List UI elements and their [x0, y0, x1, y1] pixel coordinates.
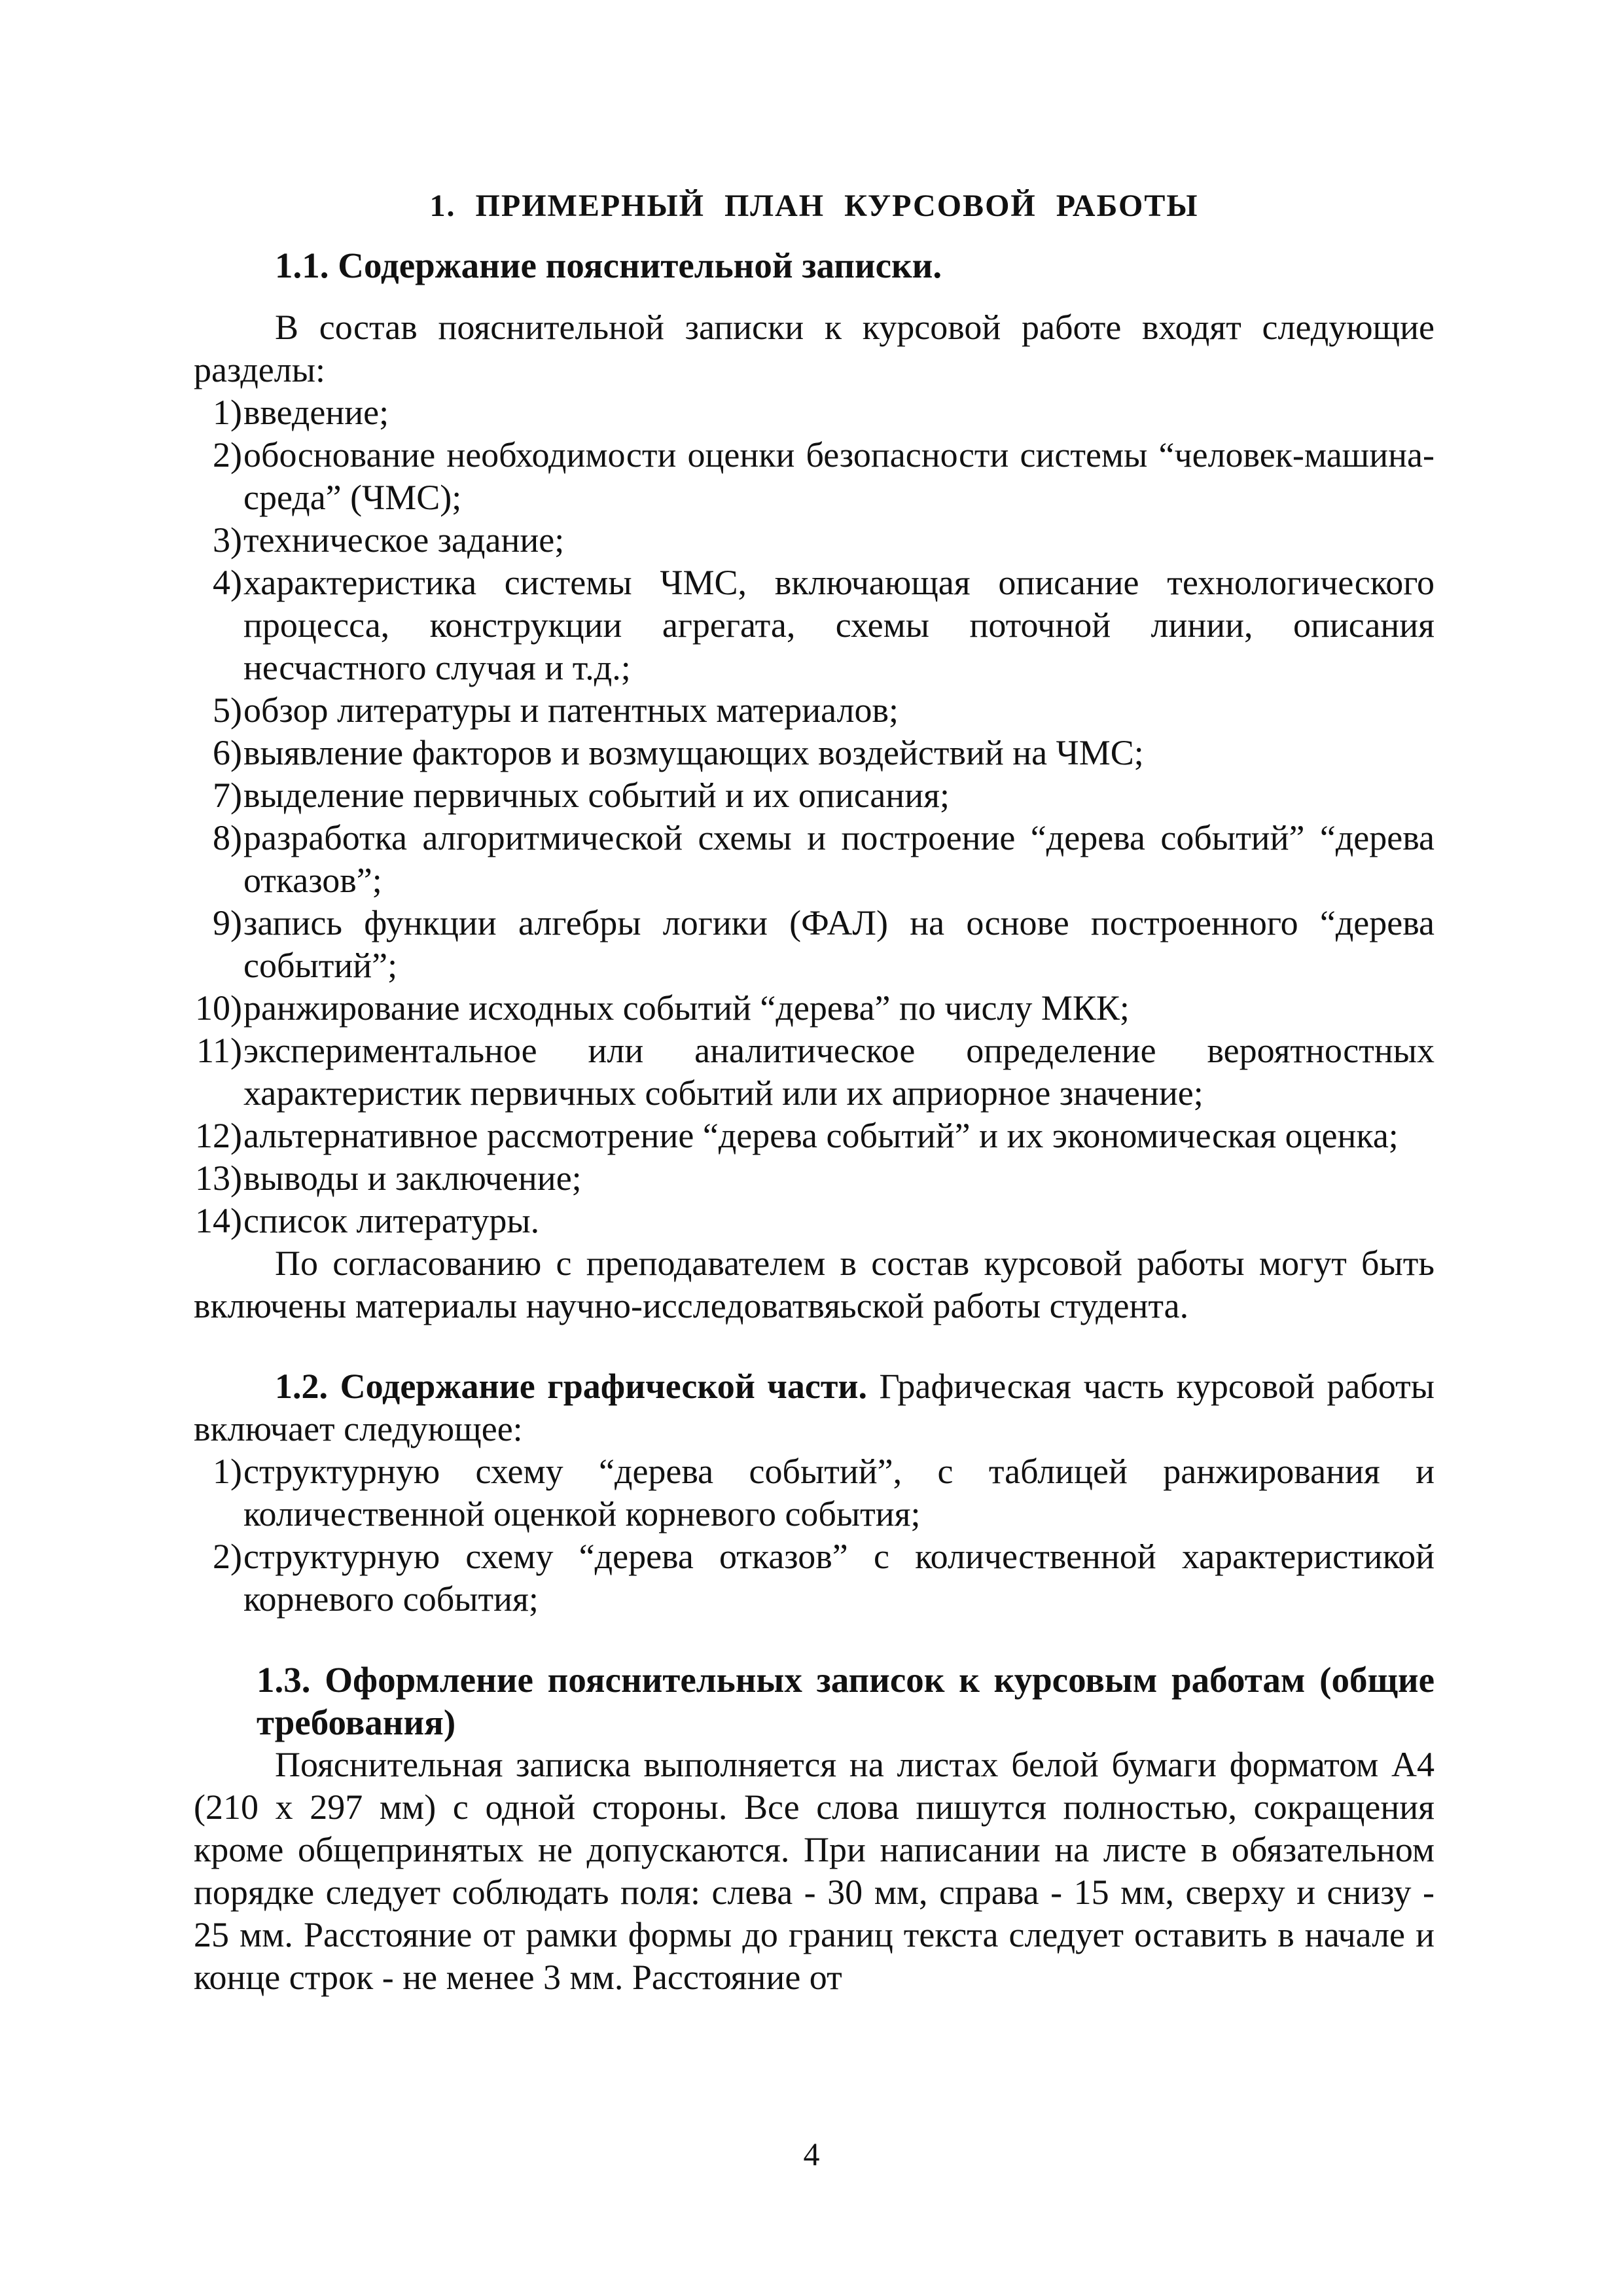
list-item: [194, 774, 1435, 817]
list-item-text: характеристика системы ЧМС, включающая описание технологического процесса, конструкции агрегата, схемы поточной линии, описания несчастного случая и т.д.;: [243, 563, 1435, 687]
list-item-text: выделение первичных событий и их описания;: [243, 776, 950, 815]
list-item: [194, 732, 1435, 774]
list-item-text: экспериментальное или аналитическое определение вероятностных характеристик первичных событий или их априорное значение;: [243, 1031, 1435, 1113]
section-spacer: [194, 1621, 1435, 1659]
page-content: [194, 187, 1435, 1999]
list-item-text: альтернативное рассмотрение “дерева событий” и их экономическая оценка;: [243, 1116, 1399, 1155]
list-item: [194, 1157, 1435, 1200]
list-item: [194, 902, 1435, 987]
list-item-number: 13): [195, 1158, 242, 1198]
list-item: [194, 562, 1435, 689]
list-item-number: 8): [213, 818, 242, 857]
section-1-1-list: [194, 391, 1435, 1242]
list-item-number: 14): [195, 1201, 242, 1240]
page-title: 1. ПРИМЕРНЫЙ ПЛАН КУРСОВОЙ РАБОТЫ: [429, 188, 1199, 223]
list-item-number: 5): [213, 691, 242, 730]
list-item: [194, 689, 1435, 732]
list-item: [194, 391, 1435, 434]
list-item-number: 1): [213, 1452, 242, 1491]
list-item-text: выявление факторов и возмущающих воздействий на ЧМС;: [243, 733, 1144, 772]
list-item-number: 11): [196, 1031, 242, 1070]
list-item: [194, 519, 1435, 562]
list-item-text: ранжирование исходных событий “дерева” по числу МКК;: [243, 988, 1130, 1028]
list-item-text: обзор литературы и патентных материалов;: [243, 691, 899, 730]
list-item-text: введение;: [243, 393, 389, 432]
list-item: [194, 434, 1435, 519]
list-item-number: 2): [213, 435, 242, 475]
list-item: [194, 987, 1435, 1030]
list-item-text: разработка алгоритмической схемы и построение “дерева событий” “дерева отказов”;: [243, 818, 1435, 900]
list-item: [194, 1115, 1435, 1157]
section-1-2-paragraph: [194, 1365, 1435, 1450]
list-item-number: 1): [213, 393, 242, 432]
list-item: [194, 1535, 1435, 1621]
list-item-text: список литературы.: [243, 1201, 540, 1240]
list-item-number: 7): [213, 776, 242, 815]
list-item-number: 3): [213, 520, 242, 560]
list-item-text: техническое задание;: [243, 520, 565, 560]
list-item-number: 6): [213, 733, 242, 772]
list-item: [194, 817, 1435, 902]
list-item-number: 12): [195, 1116, 242, 1155]
list-item-number: 10): [195, 988, 242, 1028]
section-1-3-heading: 1.3. Оформление пояснительных записок к курсовым работам (общие требования): [257, 1660, 1435, 1742]
list-item-text: запись функции алгебры логики (ФАЛ) на основе построенного “дерева событий”;: [243, 903, 1435, 985]
list-item-text: структурную схему “дерева событий”, с таблицей ранжирования и количественной оценкой корневого события;: [243, 1452, 1435, 1534]
list-item-number: 2): [213, 1537, 242, 1576]
section-1-1-heading: 1.1. Содержание пояснительной записки.: [275, 245, 942, 285]
list-item: [194, 1030, 1435, 1115]
list-item-text: структурную схему “дерева отказов” с количественной характеристикой корневого события;: [243, 1537, 1435, 1619]
list-item-text: обоснование необходимости оценки безопасности системы “человек-машина-среда” (ЧМС);: [243, 435, 1435, 517]
list-item-text: выводы и заключение;: [243, 1158, 582, 1198]
page-number: 4: [803, 2136, 820, 2172]
section-1-1-intro: В состав пояснительной записки к курсовой работе входят следующие разделы:: [194, 308, 1435, 389]
list-item: [194, 1200, 1435, 1242]
list-item: [194, 1450, 1435, 1535]
section-1-2-intro: Графическая часть курсовой работы включает следующее:: [194, 1367, 1435, 1448]
section-spacer: [194, 1327, 1435, 1365]
list-item-number: 9): [213, 903, 242, 942]
section-1-1-closing: По согласованию с преподавателем в состав курсовой работы могут быть включены материалы научно-исследоватвяьской работы студента.: [194, 1244, 1435, 1325]
section-1-3-body: Пояснительная записка выполняется на листах белой бумаги форматом А4 (210 х 297 мм) с одной стороны. Все слова пишутся полностью, сокращения кроме общепринятых не допускаются. При написании на листе в обязательном порядке следует соблюдать поля: слева - 30 мм, справа - 15 мм, сверху и снизу - 25 мм. Расстояние от рамки формы до границ текста следует оставить в начале и конце строк - не менее 3 мм. Расстояние от: [194, 1745, 1435, 1997]
section-1-2-list: [194, 1450, 1435, 1621]
section-1-2-heading: 1.2. Содержание графической части.: [275, 1367, 867, 1406]
list-item-number: 4): [213, 563, 242, 602]
